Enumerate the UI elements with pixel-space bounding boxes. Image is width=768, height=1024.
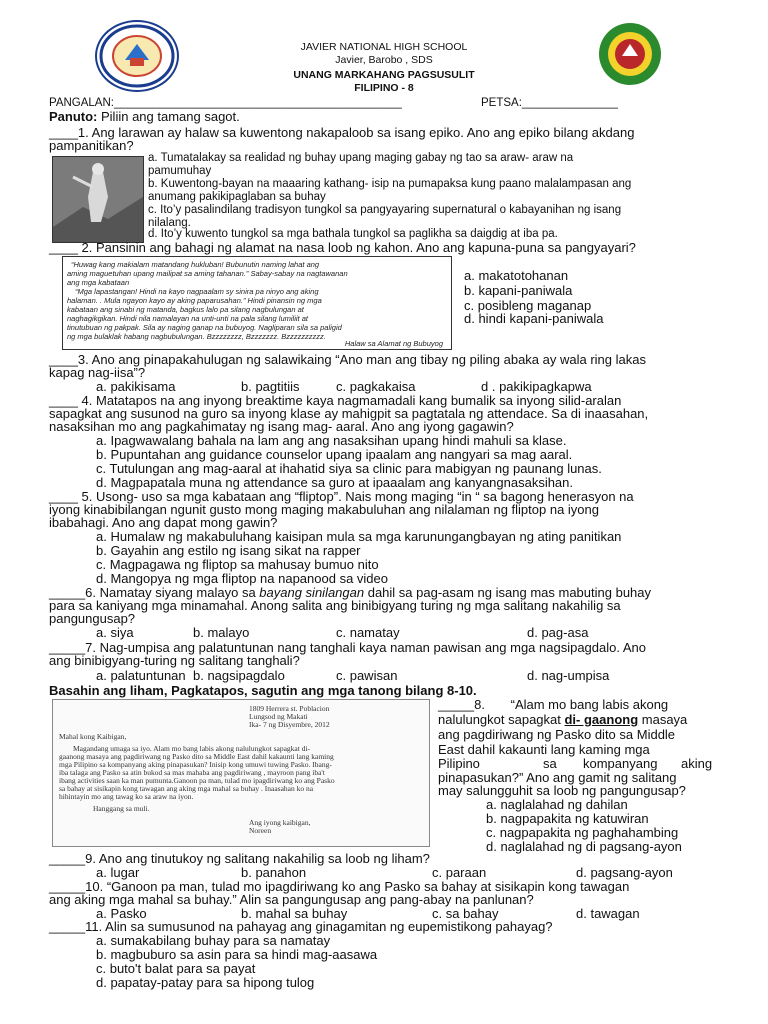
q7-stem: _____7. Nag-umpisa ang palatuntunan nang tanghali kaya naman pawisan ang mga nagsipagdalo. Ano [49,640,647,655]
q4-choice-b[interactable]: b. Pupuntahan ang guidance counselor upang ipaalam ang nangyari sa mag aaral. [96,447,573,462]
letter-signature-2: Noreen [249,826,272,835]
q11-choice-a[interactable]: a. sumakabilang buhay para sa namatay [96,933,331,948]
q9-choice-b[interactable]: b. panahon [241,865,307,880]
alamat-line-7: naghagikgikan. Hindi nila namalayan na unti-unti na pala silang lumiliit at [67,314,308,323]
q5-stem: ____ 5. Usong- uso sa mga kabataan ang “fliptop”. Nais mong maging “in “ sa bagong henerasyon na [49,489,634,504]
alamat-line-9: ng mga bulaklak habang nagbubulungan. Bzzzzzzzz, Bzzzzzzz. Bzzzzzzzzzz. [67,332,326,341]
alamat-line-1: “Huwag kang makialam matandang hukluban! Bubunutin naming lahat ang [71,260,320,269]
q8-choice-d[interactable]: d. naglalahad ng di pagsang-ayon [486,839,682,854]
q7-choice-a[interactable]: a. palatuntunan [96,668,186,683]
q2-choice-d[interactable]: d. hindi kapani-paniwala [464,311,604,326]
q10-choice-b[interactable]: b. mahal sa buhay [241,906,348,921]
q10-stem: _____10. “Ganoon pa man, tulad mo ipagdiriwang ko ang Pasko sa bahay at sisikapin kong tawagan [49,879,630,894]
q8-stem-2-post: masaya [638,712,688,727]
q1-choice-d[interactable]: d. Ito’y kuwento tungkol sa mga bathala tungkol sa paglikha sa daigdig at iba pa. [148,228,558,240]
q5-choice-c[interactable]: c. Magpagawa ng fliptop sa mahusay bumuo nito [96,557,379,572]
q8-stem-2-pre: nalulungkot sapagkat [438,712,565,727]
letter-body-5: ibang activities saan ka man pumunta.Ganoon pa man, tulad mo ipagdiriwang ko ang Pasko [59,776,335,785]
letter-closing: Hanggang sa muli. [93,804,150,813]
q3-choice-a[interactable]: a. pakikisama [96,379,176,394]
q2-choice-c[interactable]: c. posibleng maganap [464,298,592,313]
q4-stem: ____ 4. Matatapos na ang inyong breaktime kaya nagmamadali kang bumalik sa inyong silid-aralan [49,393,622,408]
q2-choice-b[interactable]: b. kapani-paniwala [464,283,573,298]
q3-stem: ____3. Ano ang pinapakahulugan ng salawikaing “Ano man ang tibay ng piling abaka ay wala ring lakas [49,352,646,367]
q6-italic-phrase: bayang sinilangan [259,585,365,600]
q8-blank: _____8. [438,697,485,712]
alamat-line-6: kabataan ang sinabi ng matanda, bagkus lalo pa silang nagbulungan at [67,305,304,314]
q8-stem-5a: Pilipino [438,756,480,771]
q8-stem-5d: aking [681,756,713,771]
q5-stem-3: ibabahagi. Ano ang dapat mong gawin? [49,515,278,530]
q4-stem-3: nasaksihan mo ang pagkahimatay ng isang mag- aaral. Ano ang iyong gagawin? [49,419,514,434]
q1-choice-b-2: anumang pakikipaglaban sa buhay [148,191,326,203]
q9-choice-a[interactable]: a. lugar [96,865,140,880]
q1-choice-c-2: nilalang. [148,217,191,229]
q7-stem-2: ang binibigyang-turing ng salitang tanghali? [49,653,300,668]
q9-choice-c[interactable]: c. paraan [432,865,487,880]
subject-title: FILIPINO - 8 [354,82,414,94]
school-address: Javier, Barobo , SDS [335,54,433,66]
instructions-text: Piliin ang tamang sagot. [97,109,240,124]
alamat-source: Halaw sa Alamat ng Bubuyog [344,339,443,348]
q3-choice-b[interactable]: b. pagtitiis [241,379,300,394]
q11-choice-b[interactable]: b. magbuburo sa asin para sa hindi mag-aasawa [96,947,378,962]
q4-choice-a[interactable]: a. Ipagwawalang bahala na lam ang ang nasaksihan upang hindi mahuli sa klase. [96,433,567,448]
q6-stem-pre: _____6. Namatay siyang malayo sa [49,585,260,600]
section-heading: Basahin ang liham, Pagkatapos, sagutin ang mga tanong bilang 8-10. [49,683,477,698]
q7-choice-b[interactable]: b. nagsipagdalo [193,668,285,683]
q7-choice-c[interactable]: c. pawisan [336,668,398,683]
letter-address-2: Lungsod ng Makati [249,712,308,721]
q5-choice-a[interactable]: a. Humalaw ng makabuluhang kaisipan mula sa mga karunungangbayan ng ating panitikan [96,529,622,544]
q8-stem-2 [438,713,687,727]
q8-stem-6: pinapasukan?” Ano ang gamit ng salitang [438,770,677,785]
q6-choice-d[interactable]: d. pag-asa [527,625,589,640]
q10-choice-d[interactable]: d. tawagan [576,906,640,921]
q7-choice-d[interactable]: d. nag-umpisa [527,668,610,683]
q3-choice-c[interactable]: c. pagkakaisa [336,379,416,394]
date-field[interactable]: PETSA:_______________ [481,97,618,109]
q8-choice-c[interactable]: c. nagpapakita ng paghahambing [486,825,679,840]
instructions [49,110,240,124]
q8-stem-4: East dahil kakaunti lang kaming mga [438,742,650,757]
q1-choice-b[interactable]: b. Kuwentong-bayan na maaaring kathang- isip na pumapaksa kung paano malalampasan ang [148,178,632,190]
q2-choice-a[interactable]: a. makatotohanan [464,268,569,283]
q3-choice-d[interactable]: d . pakikipagkapwa [481,379,592,394]
q10-stem-2: ang aking mga mahal sa buhay.” Alin sa pangungusap ang pang-abay na panlunan? [49,892,534,907]
q1-choice-a[interactable]: a. Tumatalakay sa realidad ng buhay upang maging gabay ng tao sa araw- araw na [148,152,574,164]
q8-choice-b[interactable]: b. nagpapakita ng katuwiran [486,811,649,826]
q6-choice-c[interactable]: c. namatay [336,625,400,640]
letter-body-2: gaanong masaya ang pagdiriwang ng Pasko dito sa Middle East dahil kakaunti lang kaming [59,752,334,761]
q11-stem: _____11. Alin sa sumusunod na pahayag ang ginagamitan ng eupemistikong pahayag? [49,919,553,934]
q8-underlined-word: di- gaanong [564,712,639,727]
q11-choice-d[interactable]: d. papatay-patay para sa hipong tulog [96,975,315,990]
alamat-line-5: halaman. . Mula ngayon kayo ay aking paparusahan.” Hindi pinansin ng mga [67,296,322,305]
q8-stem [438,698,668,712]
q9-choice-d[interactable]: d. pagsang-ayon [576,865,673,880]
q6-stem-2: para sa kaniyang mga minamahal. Anong salita ang binibigyang turing ng mga salitang nakahilig sa [49,598,621,613]
letter-body-7: hihintayin mo ang tawag ko sa araw na iyon. [59,792,194,801]
letter-body-1: Magandang umaga sa iyo. Alam mo bang labis akong nalulungkot sapagkat di- [73,744,311,753]
q1-stem-2: pampanitikan? [49,138,134,153]
exam-title: UNANG MARKAHANG PAGSUSULIT [293,69,475,81]
epic-hero-image [53,157,143,242]
q4-choice-d[interactable]: d. Magpapatala muna ng attendance sa guro at ipaaalam ang kanyangnasaksihan. [96,475,574,490]
letter-body-3: mga Pilipino sa kompanyang aking pinapasukan? Inisip kong umuwi tuwing Pasko. Ibang- [59,760,332,769]
letter-image [52,699,430,847]
q3-stem-2: kapag nag-iisa”? [49,365,146,380]
epic-illustration [52,156,144,243]
letter-address-1: 1809 Herrera st. Poblacion [249,704,330,713]
q8-stem-5c: kompanyang [583,756,658,771]
q10-choice-a[interactable]: a. Pasko [96,906,147,921]
q4-choice-c[interactable]: c. Tutulungan ang mag-aaral at ihahatid siya sa clinic para mabigyan ng paunang lunas. [96,461,602,476]
alamat-line-2: aming maguetuhan upang mailipat sa aming tahanan.” Sabay-sabay na nagtawanan [67,269,348,278]
q10-choice-c[interactable]: c. sa bahay [432,906,499,921]
q6-choice-a[interactable]: a. siya [96,625,134,640]
q8-stem-7: may salungguhit sa loob ng pangungusap? [438,783,686,798]
letter-date: Ika- 7 ng Disyembre, 2012 [249,720,330,729]
q8-quote-start: “Alam mo bang labis akong [510,697,669,712]
q6-choice-b[interactable]: b. malayo [193,625,250,640]
q4-stem-2: sapagkat ang susunod na guro sa inyong klase ay mahigpit sa pagtatala ng attendace. Sa di inaasahan, [49,406,649,421]
school-name: JAVIER NATIONAL HIGH SCHOOL [300,41,468,53]
alamat-line-3: ang mga kabataan [67,278,130,287]
letter-body-4: iba talaga ang Pasko sa atin bukod sa mas mahaba ang pagdiriwang , mayroon pang iba't [59,768,325,777]
q8-choice-a[interactable]: a. naglalahad ng dahilan [486,797,628,812]
q6-stem-post: dahil sa pag-asam ng isang mas mabuting buhay [364,585,652,600]
q2-stem: ____ 2. Pansinin ang bahagi ng alamat na nasa loob ng kahon. Ano ang kapuna-puna sa pangyayari? [49,240,636,255]
letter-greeting: Mahal kong Kaibigan, [59,732,127,741]
q1-stem: ____1. Ang larawan ay halaw sa kuwentong nakapaloob sa isang epiko. Ano ang epiko bilang akdang [49,125,635,140]
q8-stem-5b: sa [543,756,557,771]
q1-choice-c[interactable]: c. Ito’y pasalindilang tradisyon tungkol sa pangyayaring supernatural o kabayanihan ng isang [148,204,622,216]
q5-choice-d[interactable]: d. Mangopya ng mga fliptop na napanood sa video [96,571,388,586]
alamat-excerpt-box [62,256,452,350]
alamat-line-4: “Mga lapastangan! Hindi na kayo nagpaalam sy sinira pa ninyo ang aking [75,287,319,296]
letter-signature-1: Ang iyong kaibigan, [249,818,311,827]
alamat-line-8: tinutubuan ng pakpak. Sila ay naging ganap na bubuyog. Nagliparan sila sa paligid [67,323,342,332]
q8-stem-3: ang pagdiriwang ng Pasko dito sa Middle [438,727,676,742]
q9-stem: _____9. Ano ang tinutukoy ng salitang nakahilig sa loob ng liham? [49,851,430,866]
q5-choice-b[interactable]: b. Gayahin ang estilo ng isang sikat na rapper [96,543,361,558]
instructions-label: Panuto: [49,109,98,124]
q11-choice-c[interactable]: c. buto't balat para sa payat [96,961,256,976]
q5-stem-2: iyong kinabibilangan ngunit gusto mong maging makabuluhan ang nilalaman ng fliptop na iyong [49,502,599,517]
name-field[interactable]: PANGALAN:_____________________________________________ [49,97,402,109]
letter-body-6: sa bahay at sisikapin kong tawagan ang aking mga mahal sa buhay . Inaasahan ko na [59,784,314,793]
q6-stem-3: pangungusap? [49,611,136,626]
q1-choice-a-2: pamumuhay [148,165,212,177]
